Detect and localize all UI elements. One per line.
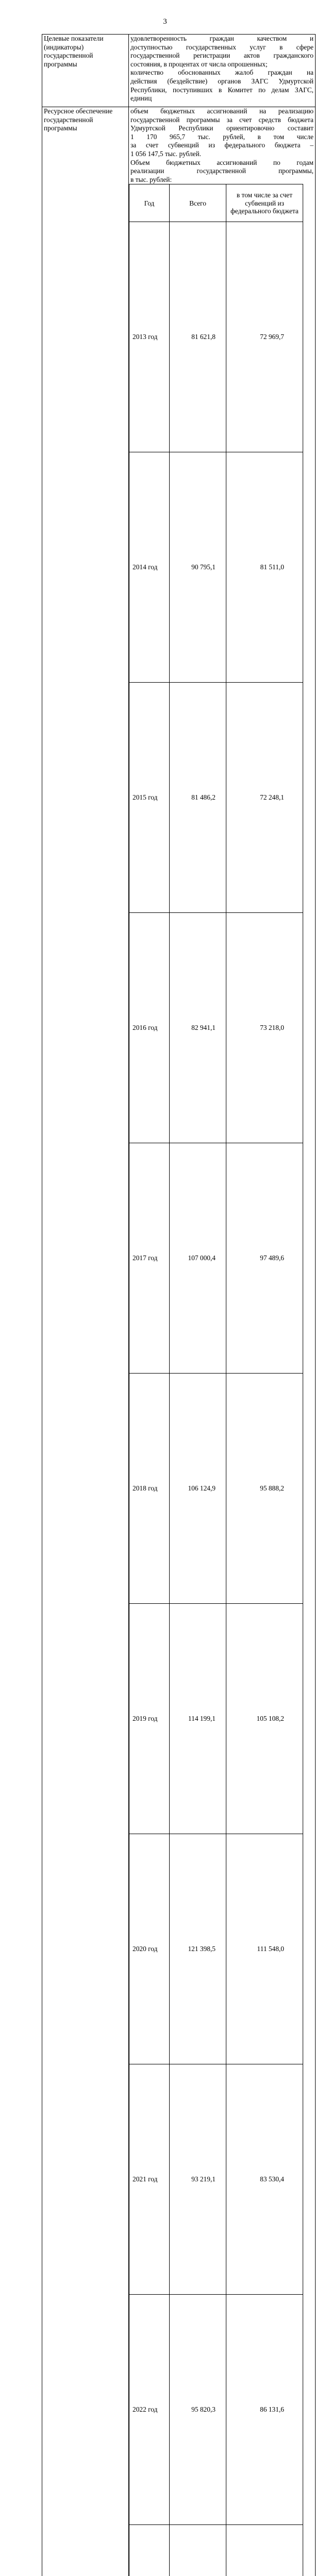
header-year: Год [129,184,170,222]
budget-table-row [129,1143,303,1374]
row-label [42,107,129,2576]
budget-subvention-cell: 105 108,2 [226,1604,303,1834]
budget-subvention-cell [226,2525,303,2576]
budget-total-cell: 95 820,3 [170,2295,226,2525]
budget-table-row [129,913,303,1143]
text-line: в тыс. рублей: [130,176,314,184]
budget-year-cell: 2022 год [129,2295,170,2525]
table-row [42,107,316,2576]
budget-year-cell: 2013 год [129,222,170,452]
budget-total-cell [170,2525,226,2576]
label-line: программы [44,60,127,69]
budget-total-cell: 82 941,1 [170,913,226,1143]
text-line: государственной регистрации актов гражданского [130,52,314,60]
budget-year-cell: 2019 год [129,1604,170,1834]
text-line: реализации государственной программы, [130,167,314,176]
budget-year-cell: 2014 год [129,452,170,683]
label-line: государственной [44,116,127,125]
label-line: (индикаторы) [44,43,127,52]
text-line: единиц [130,94,314,103]
budget-total-cell: 121 398,5 [170,1834,226,2064]
budget-table [129,184,303,2576]
budget-total-cell: 93 219,1 [170,2064,226,2295]
text-line: удовлетворенность граждан качеством и [130,35,314,43]
budget-table-row [129,683,303,913]
budget-table-row [129,2064,303,2295]
budget-total-cell: 81 621,8 [170,222,226,452]
budget-total-cell: 114 199,1 [170,1604,226,1834]
text-line: государственной программы за счет средств бюджета [130,116,314,125]
text-line: за счет субвенций из федерального бюджета – [130,141,314,150]
budget-table-row [129,1604,303,1834]
budget-table-row [129,2295,303,2525]
budget-table-body [129,222,303,2576]
budget-table-row [129,1374,303,1604]
page-number: 3 [0,18,330,26]
budget-total-cell: 106 124,9 [170,1374,226,1604]
row-content [129,35,316,107]
label-line: Целевые показатели [44,35,127,43]
budget-subvention-cell: 73 218,0 [226,913,303,1143]
text-line: состояния, в процентах от числа опрошенных; [130,60,314,69]
budget-table-header [129,184,303,222]
table-row [42,35,316,107]
budget-year-cell [129,2525,170,2576]
budget-table-row [129,1834,303,2064]
text-line: Удмуртской Республики ориентировочно составит [130,124,314,133]
text-line: Объем бюджетных ассигнований по годам [130,159,314,167]
label-line: государственной [44,52,127,60]
budget-subvention-cell: 97 489,6 [226,1143,303,1374]
row-content [129,107,316,2576]
text-line: действия (бездействие) органов ЗАГС Удмуртской [130,77,314,86]
budget-subvention-cell: 72 248,1 [226,683,303,913]
budget-subvention-cell: 81 511,0 [226,452,303,683]
text-line: 1 056 147,5 тыс. рублей. [130,150,314,159]
budget-total-cell: 107 000,4 [170,1143,226,1374]
text-line: Республики, поступивших в Комитет по делам ЗАГС, [130,86,314,95]
budget-year-cell: 2018 год [129,1374,170,1604]
budget-table-row [129,222,303,452]
passport-table [42,34,316,2576]
budget-total-cell: 81 486,2 [170,683,226,913]
text-line: объем бюджетных ассигнований на реализацию [130,107,314,116]
text-line: доступностью государственных услуг в сфере [130,43,314,52]
budget-total-cell: 90 795,1 [170,452,226,683]
budget-year-cell: 2021 год [129,2064,170,2295]
budget-year-cell: 2015 год [129,683,170,913]
text-line: 1 170 965,7 тыс. рублей, в том числе [130,133,314,142]
budget-subvention-cell: 83 530,4 [226,2064,303,2295]
row-label [42,35,129,107]
budget-subvention-cell: 86 131,6 [226,2295,303,2525]
budget-subvention-cell: 95 888,2 [226,1374,303,1604]
budget-table-row [129,2525,303,2576]
header-subventions: в том числе за счет субвенций из федерального бюджета [226,184,303,222]
budget-year-cell: 2017 год [129,1143,170,1374]
budget-table-row [129,452,303,683]
budget-subvention-cell: 111 548,0 [226,1834,303,2064]
header-total: Всего [170,184,226,222]
budget-subvention-cell: 72 969,7 [226,222,303,452]
text-line: количество обоснованных жалоб граждан на [130,69,314,77]
budget-year-cell: 2020 год [129,1834,170,2064]
label-line: программы [44,124,127,133]
label-line: Ресурсное обеспечение [44,107,127,116]
budget-year-cell: 2016 год [129,913,170,1143]
